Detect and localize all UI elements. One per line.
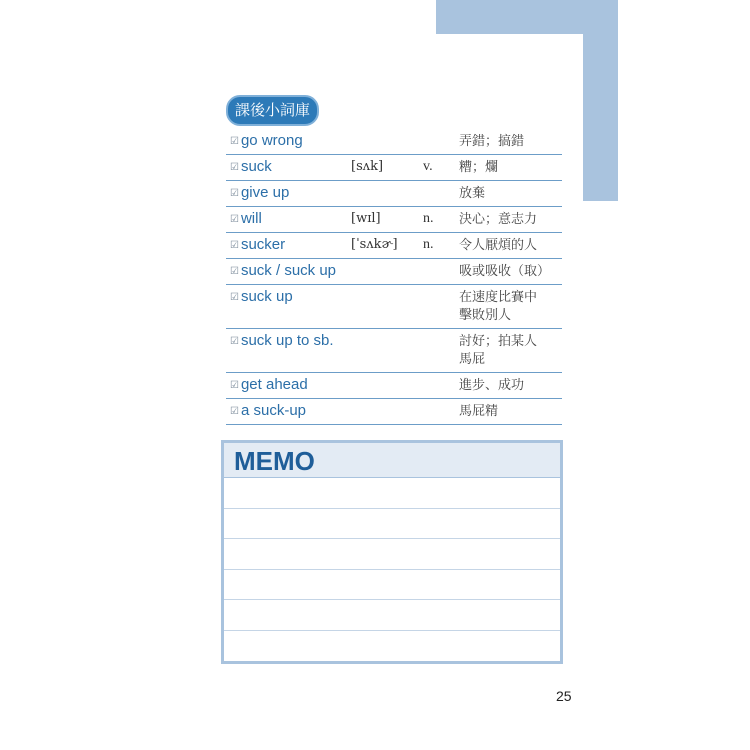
vocab-meaning: 吸或吸收（取） <box>459 264 551 279</box>
vocab-term-text: suck up <box>240 288 293 305</box>
vocab-ipa: [wɪl] <box>351 211 381 226</box>
decorative-top-bar <box>436 0 618 34</box>
vocab-term-text: will <box>240 210 262 227</box>
vocab-meaning: 決心；意志力 <box>459 212 538 227</box>
vocab-term-text: go wrong <box>240 132 303 149</box>
vocab-row <box>226 233 562 259</box>
vocab-pos: n. <box>423 237 434 252</box>
vocab-pos: v. <box>423 159 433 174</box>
vocab-term <box>230 210 262 227</box>
vocab-meaning: 馬屁精 <box>459 404 499 419</box>
vocab-row <box>226 373 562 399</box>
vocab-term <box>230 376 308 393</box>
vocab-term <box>230 332 334 349</box>
vocab-term <box>230 184 289 201</box>
vocab-term <box>230 262 336 279</box>
checkbox-icon: ☑ <box>230 406 239 417</box>
vocab-term <box>230 402 306 419</box>
vocab-term-text: get ahead <box>240 376 308 393</box>
vocab-term <box>230 132 303 149</box>
vocab-row <box>226 155 562 181</box>
vocab-term-text: a suck-up <box>240 402 307 419</box>
decorative-side-bar <box>583 34 618 201</box>
vocab-row <box>226 259 562 285</box>
vocab-term <box>230 236 285 253</box>
vocab-term-text: give up <box>240 184 290 201</box>
vocab-term-text: suck / suck up <box>240 262 337 279</box>
vocab-pos: n. <box>423 211 434 226</box>
vocab-row <box>226 285 562 329</box>
memo-line <box>224 570 560 601</box>
checkbox-icon: ☑ <box>230 136 239 147</box>
memo-header <box>224 443 560 478</box>
checkbox-icon: ☑ <box>230 240 239 251</box>
checkbox-icon: ☑ <box>230 266 239 277</box>
vocab-row <box>226 207 562 233</box>
checkbox-icon: ☑ <box>230 380 239 391</box>
vocab-term <box>230 158 272 175</box>
checkbox-icon: ☑ <box>230 292 239 303</box>
memo-line <box>224 539 560 570</box>
vocab-meaning: 進步、成功 <box>459 378 525 393</box>
vocab-row <box>226 129 562 155</box>
vocab-ipa: [sʌk] <box>351 159 384 174</box>
vocab-meaning: 糟；爛 <box>459 160 499 175</box>
vocab-meaning: 討好；拍某人馬屁 <box>459 334 538 367</box>
memo-line <box>224 478 560 509</box>
vocab-meaning: 放棄 <box>459 186 486 201</box>
checkbox-icon: ☑ <box>230 214 239 225</box>
memo-box <box>221 440 563 664</box>
page-number: 25 <box>556 688 572 704</box>
memo-line <box>224 600 560 631</box>
checkbox-icon: ☑ <box>230 162 239 173</box>
vocab-section-title: 課後小詞庫 <box>226 95 319 126</box>
vocab-term <box>230 288 293 305</box>
memo-line <box>224 509 560 540</box>
vocab-term-text: sucker <box>240 236 286 253</box>
checkbox-icon: ☑ <box>230 336 239 347</box>
memo-title: MEMO <box>234 446 315 476</box>
vocab-meaning: 在速度比賽中擊敗別人 <box>459 290 538 323</box>
vocab-row <box>226 329 562 373</box>
vocab-ipa: [ˈsʌkɚ] <box>351 237 398 252</box>
vocab-meaning: 令人厭煩的人 <box>459 238 538 253</box>
vocab-row <box>226 181 562 207</box>
vocab-term-text: suck <box>240 158 272 175</box>
vocab-meaning: 弄錯；搞錯 <box>459 134 525 149</box>
checkbox-icon: ☑ <box>230 188 239 199</box>
vocab-term-text: suck up to sb. <box>240 332 334 349</box>
vocab-row <box>226 399 562 425</box>
memo-line <box>224 631 560 661</box>
vocab-table <box>226 129 562 425</box>
